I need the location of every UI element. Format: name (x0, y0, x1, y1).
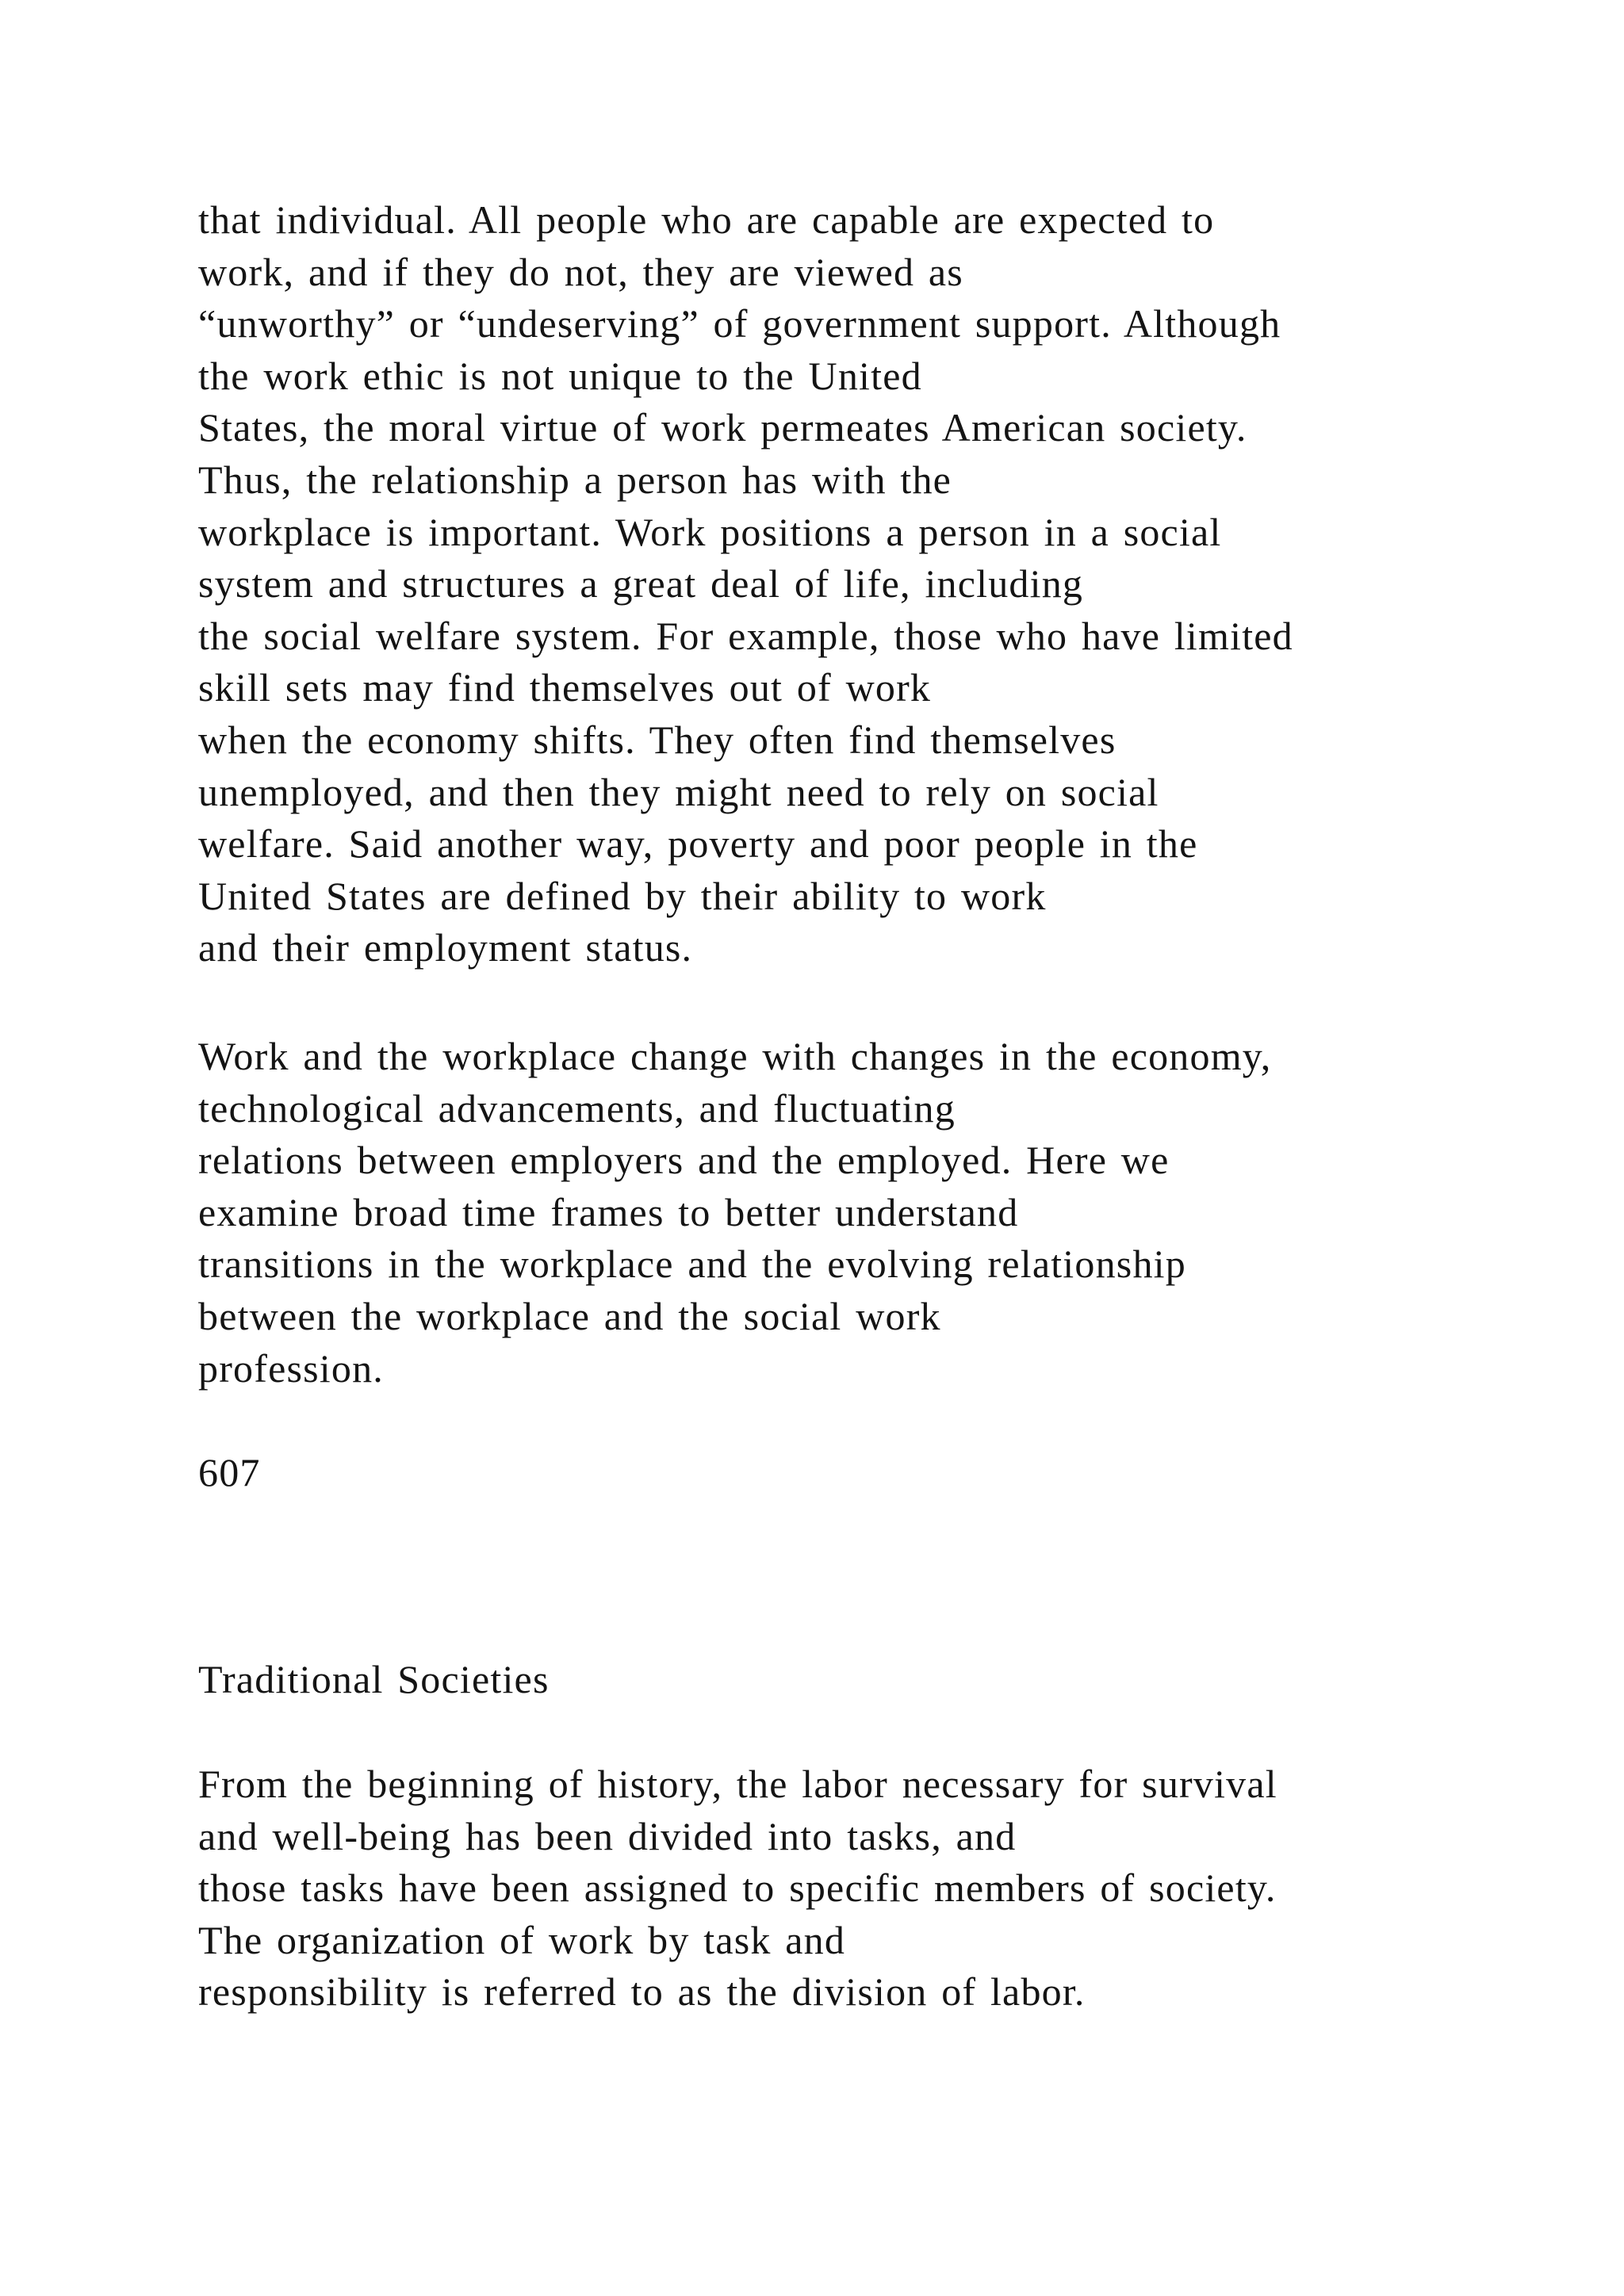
section-heading (198, 1654, 1546, 1706)
text-line: the work ethic is not unique to the United (198, 353, 922, 398)
text-line: United States are defined by their ability to work (198, 873, 1047, 918)
text-line: Work and the workplace change with changes in the economy, (198, 1034, 1272, 1078)
text-line: “unworthy” or “undeserving” of government support. Although (198, 301, 1281, 346)
text-line: examine broad time frames to better understand (198, 1189, 1019, 1234)
section-heading-text: Traditional Societies (198, 1657, 550, 1701)
text-line: welfare. Said another way, poverty and poor people in the (198, 821, 1198, 867)
paragraph-division-of-labor (198, 1758, 1546, 2019)
text-line: the social welfare system. For example, those who have limited (198, 613, 1293, 658)
page-number (198, 1447, 1546, 1499)
text-line: responsibility is referred to as the division of labor. (198, 1969, 1086, 2015)
text-line: that individual. All people who are capable are expected to (198, 197, 1215, 242)
text-line: workplace is important. Work positions a person in a social (198, 509, 1222, 554)
text-line: those tasks have been assigned to specific members of society. (198, 1866, 1277, 1911)
text-line: From the beginning of history, the labor necessary for survival (198, 1762, 1277, 1806)
text-line: when the economy shifts. They often find themselves (198, 717, 1116, 762)
text-line: unemployed, and then they might need to rely on social (198, 769, 1159, 814)
text-line: Thus, the relationship a person has with the (198, 457, 952, 502)
text-line: transitions in the workplace and the evolving relationship (198, 1242, 1186, 1287)
text-line: technological advancements, and fluctuating (198, 1085, 956, 1131)
page-number-text: 607 (198, 1450, 261, 1494)
text-line: work, and if they do not, they are viewed as (198, 249, 963, 294)
paragraph-workplace-change (198, 1031, 1546, 1395)
text-line: system and structures a great deal of life, including (198, 561, 1084, 607)
text-line: States, the moral virtue of work permeates American society. (198, 405, 1247, 450)
text-line: and well-being has been divided into tasks, and (198, 1813, 1017, 1858)
text-line: profession. (198, 1345, 385, 1391)
text-line: skill sets may find themselves out of work (198, 665, 932, 710)
paragraph-work-ethic (198, 194, 1546, 974)
text-line: and their employment status. (198, 925, 693, 970)
text-line: relations between employers and the employed. Here we (198, 1138, 1170, 1183)
text-line: between the workplace and the social work (198, 1293, 941, 1338)
text-line: The organization of work by task and (198, 1917, 846, 1962)
